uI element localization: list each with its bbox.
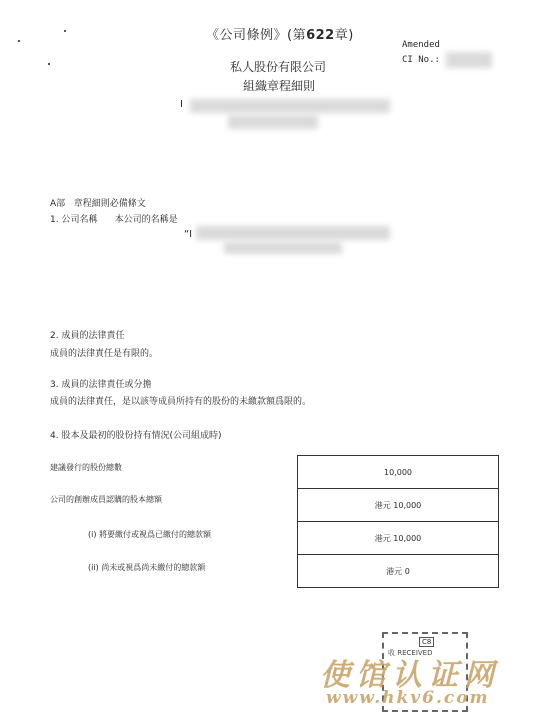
share-value-cell: 港元 10,000 bbox=[298, 489, 499, 522]
scan-speck bbox=[64, 30, 66, 32]
share-row-label: 建議發行的股份總數 bbox=[50, 463, 122, 472]
section-2-text: 成員的法律責任是有限的。 bbox=[50, 349, 159, 359]
watermark-chinese: 使馆认证网 bbox=[320, 658, 500, 693]
name-fragment: I bbox=[180, 99, 183, 110]
section-2-heading: 2. 成員的法律責任 bbox=[50, 331, 125, 341]
table-row bbox=[298, 555, 499, 588]
share-value-cell: 10,000 bbox=[298, 456, 499, 489]
ordinance-title bbox=[206, 24, 354, 43]
table-row bbox=[298, 456, 499, 489]
section-3-text: 成員的法律責任，是以該等成員所持有的股份的未繳款額爲限的。 bbox=[50, 397, 312, 407]
scan-speck bbox=[48, 63, 50, 65]
table-row bbox=[298, 489, 499, 522]
part-a-label: A部 bbox=[50, 199, 66, 209]
company-type: 私人股份有限公司 bbox=[230, 60, 327, 74]
share-value-cell: 港元 10,000 bbox=[298, 522, 499, 555]
redacted-company-name bbox=[190, 99, 390, 113]
watermark-url: www.hkv6.com bbox=[326, 688, 490, 708]
section-3-heading: 3. 成員的法律責任或分擔 bbox=[50, 380, 152, 390]
section-1-number: 1. bbox=[50, 215, 59, 225]
section-1 bbox=[50, 212, 178, 225]
title-prefix: 《公司條例》(第 bbox=[206, 28, 307, 43]
title-suffix: 章) bbox=[334, 28, 354, 43]
part-a-title: 章程細則必備條文 bbox=[73, 199, 146, 209]
scan-speck bbox=[18, 40, 20, 42]
share-row-label: (ii) 尚未或視爲尚未繳付的總款額 bbox=[88, 563, 206, 572]
stamp-mark: C8 bbox=[419, 637, 434, 647]
share-row-label: 公司的創辦成員認購的股本總額 bbox=[50, 495, 162, 504]
share-row-label: (i) 將要繳付或視爲已繳付的總款額 bbox=[88, 530, 212, 539]
articles-title: 組織章程細則 bbox=[243, 79, 316, 93]
table-row bbox=[298, 522, 499, 555]
amended-label: Amended bbox=[402, 40, 440, 50]
company-name-quote: “I bbox=[184, 229, 193, 240]
redacted-english-name bbox=[196, 226, 390, 240]
section-4-heading: 4. 股本及最初的股份持有情況(公司組成時) bbox=[50, 431, 222, 441]
redacted-company-name-line2 bbox=[228, 115, 318, 129]
section-1-label: 公司名稱 bbox=[61, 215, 98, 225]
ci-number-label: CI No.: bbox=[402, 55, 440, 65]
share-value-cell: 港元 0 bbox=[298, 555, 499, 588]
section-1-text: 本公司的名稱是 bbox=[114, 215, 178, 225]
watermark bbox=[318, 650, 550, 710]
chapter-number: 622 bbox=[306, 28, 335, 43]
share-capital-table bbox=[297, 455, 499, 588]
redacted-ci-number bbox=[446, 52, 492, 68]
redacted-english-name-line2 bbox=[224, 242, 342, 254]
part-a-heading bbox=[50, 196, 146, 209]
stamp-text: 收 RECEIVED bbox=[388, 649, 433, 657]
